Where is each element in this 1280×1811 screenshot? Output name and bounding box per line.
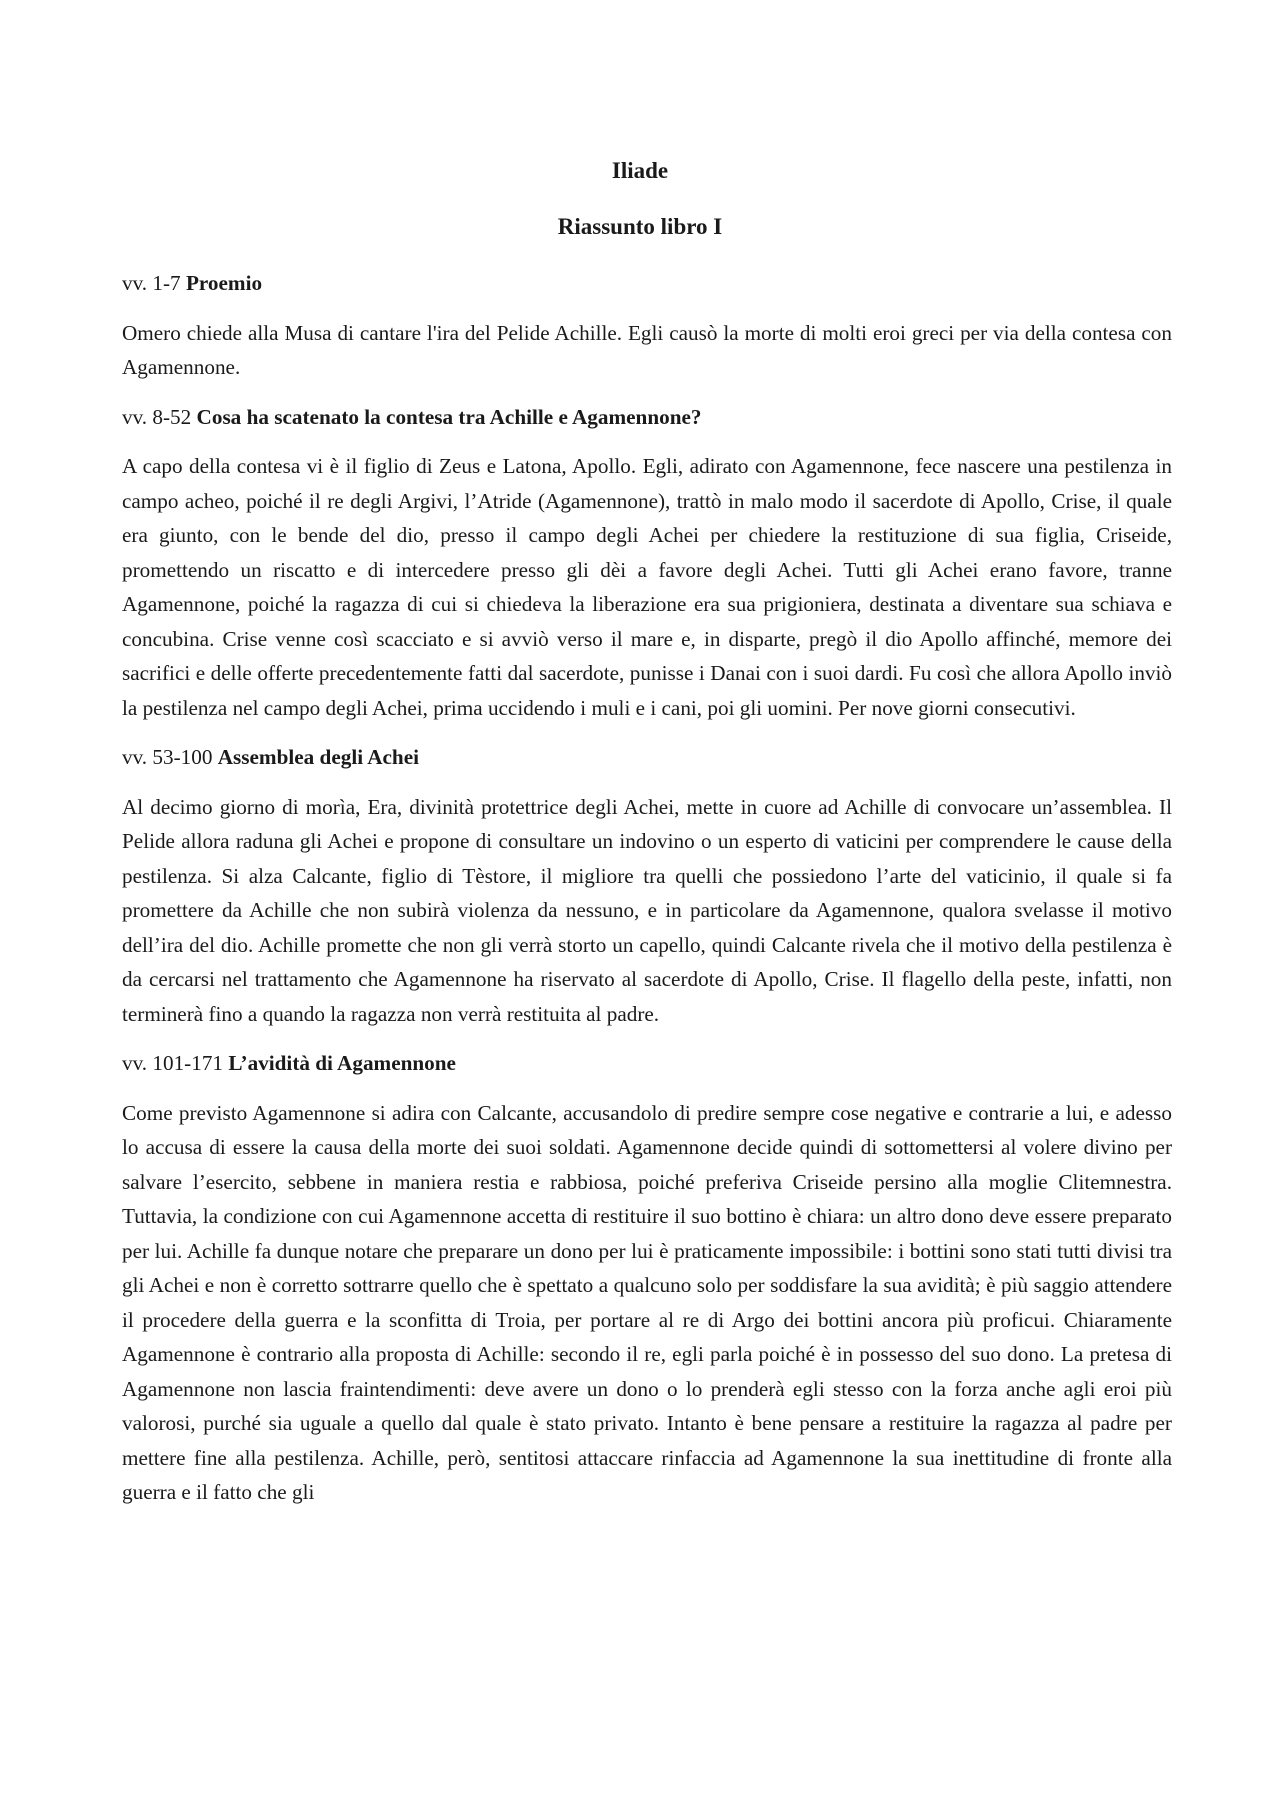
section-avidita — [122, 1046, 1172, 1510]
section-assemblea — [122, 740, 1172, 1031]
section-proemio — [122, 266, 1172, 385]
section-paragraph: Omero chiede alla Musa di cantare l'ira del Pelide Achille. Egli causò la morte di molti eroi greci per via della contesa con Agamennone. — [122, 320, 1172, 379]
section-title: Cosa ha scatenato la contesa tra Achille e Agamennone? — [196, 404, 702, 429]
section-title: Assemblea degli Achei — [217, 745, 420, 769]
section-paragraph: A capo della contesa vi è il figlio di Zeus e Latona, Apollo. Egli, adirato con Agamennone, fece nascere una pestilenza in campo acheo, poiché il re degli Argivi, l’Atride (Agamennone), trattò in malo modo il sacerdote di Apollo, Crise, il quale era giunto, con le bende del dio, presso il campo degli Achei per chiedere la restituzione di sua figlia, Criseide, promettendo un riscatto e di intercedere presso gli dèi a favore degli Achei. Tutti gli Achei erano favore, tranne Agamennone, poiché la ragazza di cui si chiedeva la liberazione era sua prigioniera, destinata a diventare sua schiava e concubina. Crise venne così scacciato e si avviò verso il mare e, in disparte, pregò il dio Apollo affinché, memore dei sacrifici e delle offerte precedentemente fatti dal sacerdote, punisse i Danai con i suoi dardi. Fu così che allora Apollo inviò la pestilenza nel campo degli Achei, prima uccidendo i muli e i cani, poi gli uomini. Per nove giorni consecutivi. — [122, 454, 1172, 720]
document-body — [122, 266, 1172, 1525]
verse-range: vv. 53-100 — [122, 745, 213, 769]
verse-range: vv. 101-171 — [122, 1051, 224, 1075]
section-paragraph: Al decimo giorno di morìa, Era, divinità protettrice degli Achei, mette in cuore ad Achille di convocare un’assemblea. Il Pelide allora raduna gli Achei e propone di consultare un indovino o un esperto di vaticini per comprendere le cause della pestilenza. Si alza Calcante, figlio di Tèstore, il migliore tra quelli che possiedono l’arte del vaticinio, il quale si fa promettere da Achille che non subirà violenza da nessuno, e in particolare da Agamennone, qualora svelasse il motivo dell’ira del dio. Achille promette che non gli verrà storto un capello, quindi Calcante rivela che il motivo della pestilenza è da cercarsi nel trattamento che Agamennone ha riservato al sacerdote di Apollo, Crise. Il flagello della peste, infatti, non terminerà fino a quando la ragazza non verrà restituita al padre. — [122, 794, 1172, 1026]
section-title: L’avidità di Agamennone — [228, 1051, 456, 1075]
document-subtitle: Riassunto libro I — [557, 214, 723, 239]
verse-range: vv. 1-7 — [122, 271, 181, 295]
section-heading — [122, 740, 1172, 775]
section-paragraph: Come previsto Agamennone si adira con Calcante, accusandolo di predire sempre cose negative e contrarie a lui, e adesso lo accusa di essere la causa della morte dei suoi soldati. Agamennone decide quindi di sottomettersi al volere divino per salvare l’esercito, sebbene in maniera restia e rabbiosa, poiché preferiva Criseide persino alla moglie Clitemnestra. Tuttavia, la condizione con cui Agamennone accetta di restituire il suo bottino è chiara: un altro dono deve essere preparato per lui. Achille fa dunque notare che preparare un dono per lui è praticamente impossibile: i bottini sono stati tutti divisi tra gli Achei e non è corretto sottrarre quello che è spettato a qualcuno solo per soddisfare la sua avidità; è più saggio attendere il procedere della guerra e la sconfitta di Troia, per portare al re di Argo dei bottini ancora più proficui. Chiaramente Agamennone è contrario alla proposta di Achille: secondo il re, egli parla poiché è in possesso del suo dono. La pretesa di Agamennone non lascia fraintendimenti: deve avere un dono o lo prenderà egli stesso con la forza anche agli eroi più valorosi, purché sia uguale a quello dal quale è stato privato. Intanto è bene pensare a restituire la ragazza al padre per mettere fine alla pestilenza. Achille, però, sentitosi attaccare rinfaccia ad Agamennone la sua inettitudine di fronte alla guerra e il fatto che gli — [122, 1100, 1172, 1504]
section-heading — [122, 1046, 1172, 1081]
verse-range: vv. 8-52 — [122, 404, 192, 429]
section-heading — [122, 266, 1172, 301]
section-title: Proemio — [185, 271, 263, 295]
section-heading — [122, 400, 1172, 435]
section-contesa — [122, 400, 1172, 726]
document-title: Iliade — [611, 158, 669, 183]
